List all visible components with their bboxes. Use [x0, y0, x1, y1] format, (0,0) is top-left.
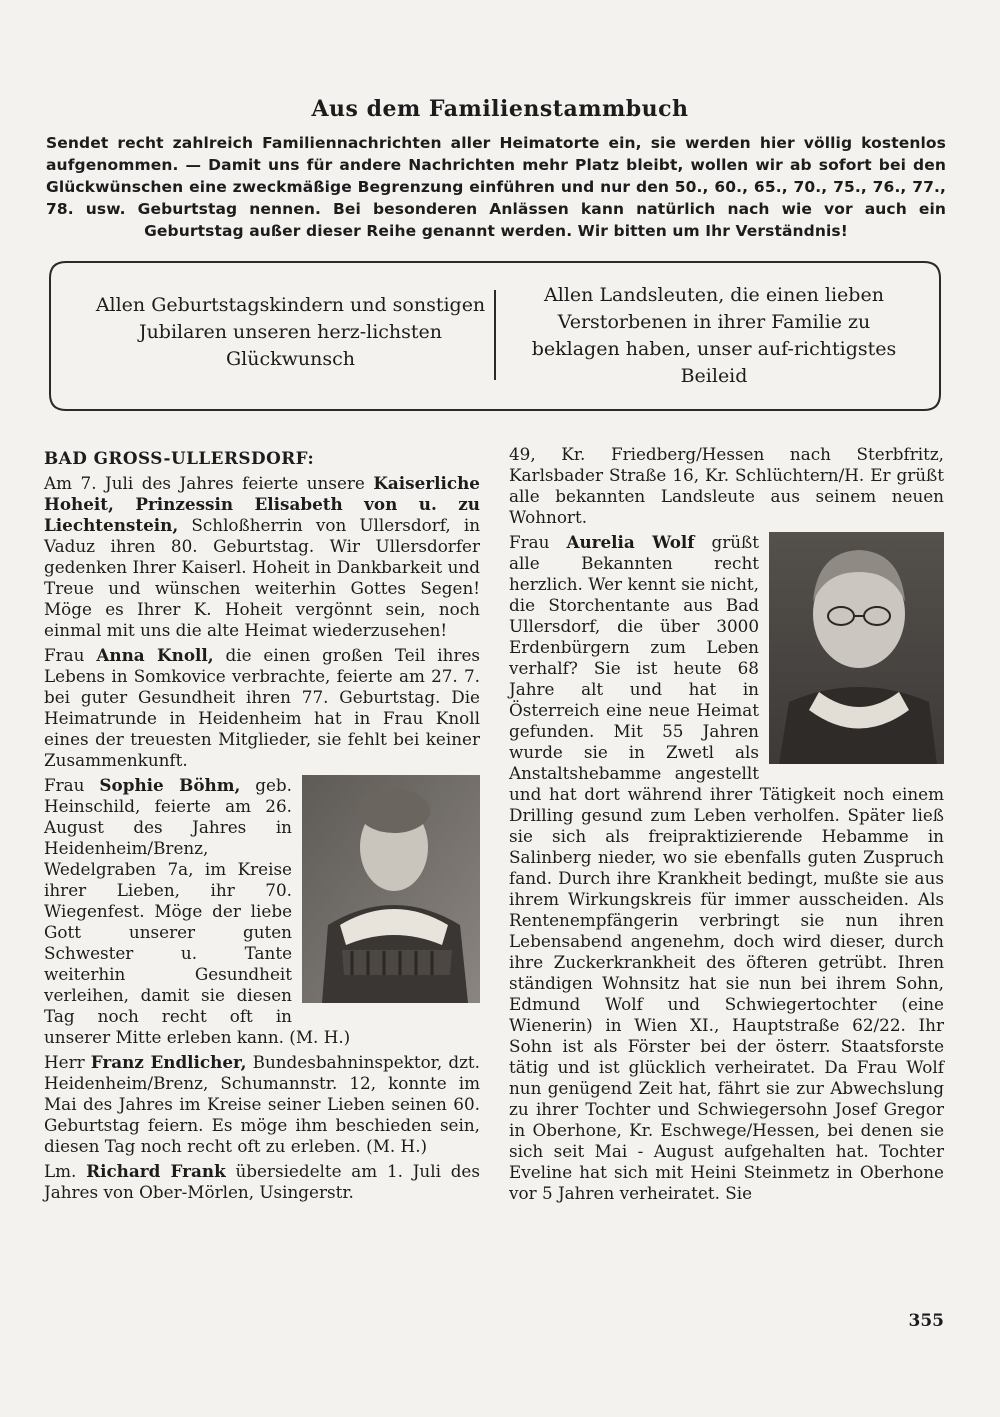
greetings-box [46, 258, 944, 414]
portrait-photo-wolf [769, 532, 944, 764]
left-column [44, 448, 480, 1207]
article-frank-continued: 49, Kr. Friedberg/Hessen nach Sterbfritz, Karlsbader Straße 16, Kr. Schlüchtern/H. Er grüßt alle bekannten Landsleute aus seinem neuen Wohnort. [509, 444, 944, 527]
article-liechtenstein: Am 7. Juli des Jahres feierte unsere Kaiserliche Hoheit, Prinzessin Elisabeth von u. zu Liechtenstein, Schloßherrin von Ullersdorf, in Vaduz ihren 80. Geburtstag. Wir Ullersdorfer gedenken Ihrer Kaiserl. Hoheit in Dankbarkeit und Treue und wünschen weiterhin Gottes Segen! Möge es Ihrer K. Hoheit vergönnt sein, noch einmal mit uns die alte Heimat wiederzusehen! [44, 473, 480, 640]
right-column [509, 444, 944, 1208]
article-frank: Lm. Richard Frank übersiedelte am 1. Juli des Jahres von Ober-Mörlen, Usingerstr. [44, 1161, 480, 1202]
article-boehm: Frau Sophie Böhm, geb. Heinschild, feierte am 26. August des Jahres in Heidenheim/Brenz, Wedelgraben 7a, im Kreise ihrer Lieben, ihr 70. Wiegenfest. Möge der liebe Gott unserer guten Schwester u. Tante weiterhin Gesundheit verleihen, damit sie diesen Tag noch recht oft in unserer Mitte erleben kann. (M. H.) [44, 775, 351, 1047]
intro-text: Sendet recht zahlreich Familiennachrichten aller Heimatorte ein, sie werden hier völlig kostenlos aufgenommen. — Damit uns für andere Nachrichten mehr Platz bleibt, wollen wir ab sofort bei den Glückwünschen eine zweckmäßige Begrenzung einführen und nur den 50., 60., 65., 70., 75., 76., 77., 78. usw. Geburtstag nennen. Bei besonderen Anlässen kann natürlich nach wie vor auch ein Geburtstag außer dieser Reihe genannt werden. Wir bitten um Ihr Verständnis! [46, 134, 946, 240]
condolence-message: Allen Landsleuten, die einen lieben Verstorbenen in ihrer Familie zu beklagen haben, unser auf-richtigstes Beileid [531, 284, 897, 387]
portrait-photo-boehm [302, 775, 480, 1003]
page-title: Aus dem Familienstammbuch [311, 96, 689, 122]
birthday-greeting: Allen Geburtstagskindern und sonstigen Jubilaren unseren herz-lichsten Glückwunsch [95, 294, 486, 370]
article-endlicher: Herr Franz Endlicher, Bundesbahninspektor, dzt. Heidenheim/Brenz, Schumannstr. 12, konnte im Mai des Jahres im Kreise seiner Lieben seinen 60. Geburtstag feiern. Es möge ihm beschieden sein, diesen Tag noch recht oft zu erleben. (M. H.) [44, 1052, 480, 1156]
article-knoll: Frau Anna Knoll, die einen großen Teil ihres Lebens in Somkovice verbrachte, feierte am 27. 7. bei guter Gesundheit ihren 77. Geburtstag. Die Heimatrunde in Heidenheim hat in Frau Knoll eines der treuesten Mitglieder, sie fehlt bei keiner Zusammenkunft. [44, 645, 481, 770]
page-number: 355 [908, 1311, 944, 1331]
article-wolf: Frau Aurelia Wolf grüßt alle Bekannten recht herzlich. Wer kennt sie nicht, die Storchentante aus Bad Ullersdorf, die über 3000 Erdenbürgern zum Leben verhalf? Sie ist heute 68 Jahre alt und hat in Österreich eine neue Heimat gefunden. Mit 55 Jahren wurde sie in Zwetl als Anstaltshebamme angestellt und hat dort während ihrer Tätigkeit noch einem Drilling gesund zum Leben verholfen. Später ließ sie sich als freipraktizierende Hebamme in Salinberg nieder, wo sie ebenfalls guten Zuspruch fand. Durch ihre Krankheit bedingt, mußte sie aus ihrem Wirkungskreis für immer ausscheiden. Als Rentenempfängerin verbringt sie nun ihren Lebensabend angenehm, doch wird dieser, durch ihre Zuckerkrankheit des öfteren getrübt. Ihren ständigen Wohnsitz hat sie nun bei ihrem Sohn, Edmund Wolf und Schwiegertochter (eine Wienerin) in Wien XI., Hauptstraße 62/22. Ihr Sohn ist als Förster bei der österr. Staatsforste tätig und ist glücklich verheiratet. Da Frau Wolf nun genügend Zeit hat, fährt sie zur Abwechslung zu ihrer Tochter und Schwiegersohn Josef Gregor in Oberhone, Kr. Eschwege/Hessen, bei denen sie sich seit Mai - August aufgehalten hat. Tochter Eveline hat sich mit Heini Steinmetz in Oberhone vor 5 Jahren verheiratet. Sie [509, 532, 944, 1203]
section-heading: BAD GROSS-ULLERSDORF: [44, 448, 315, 468]
